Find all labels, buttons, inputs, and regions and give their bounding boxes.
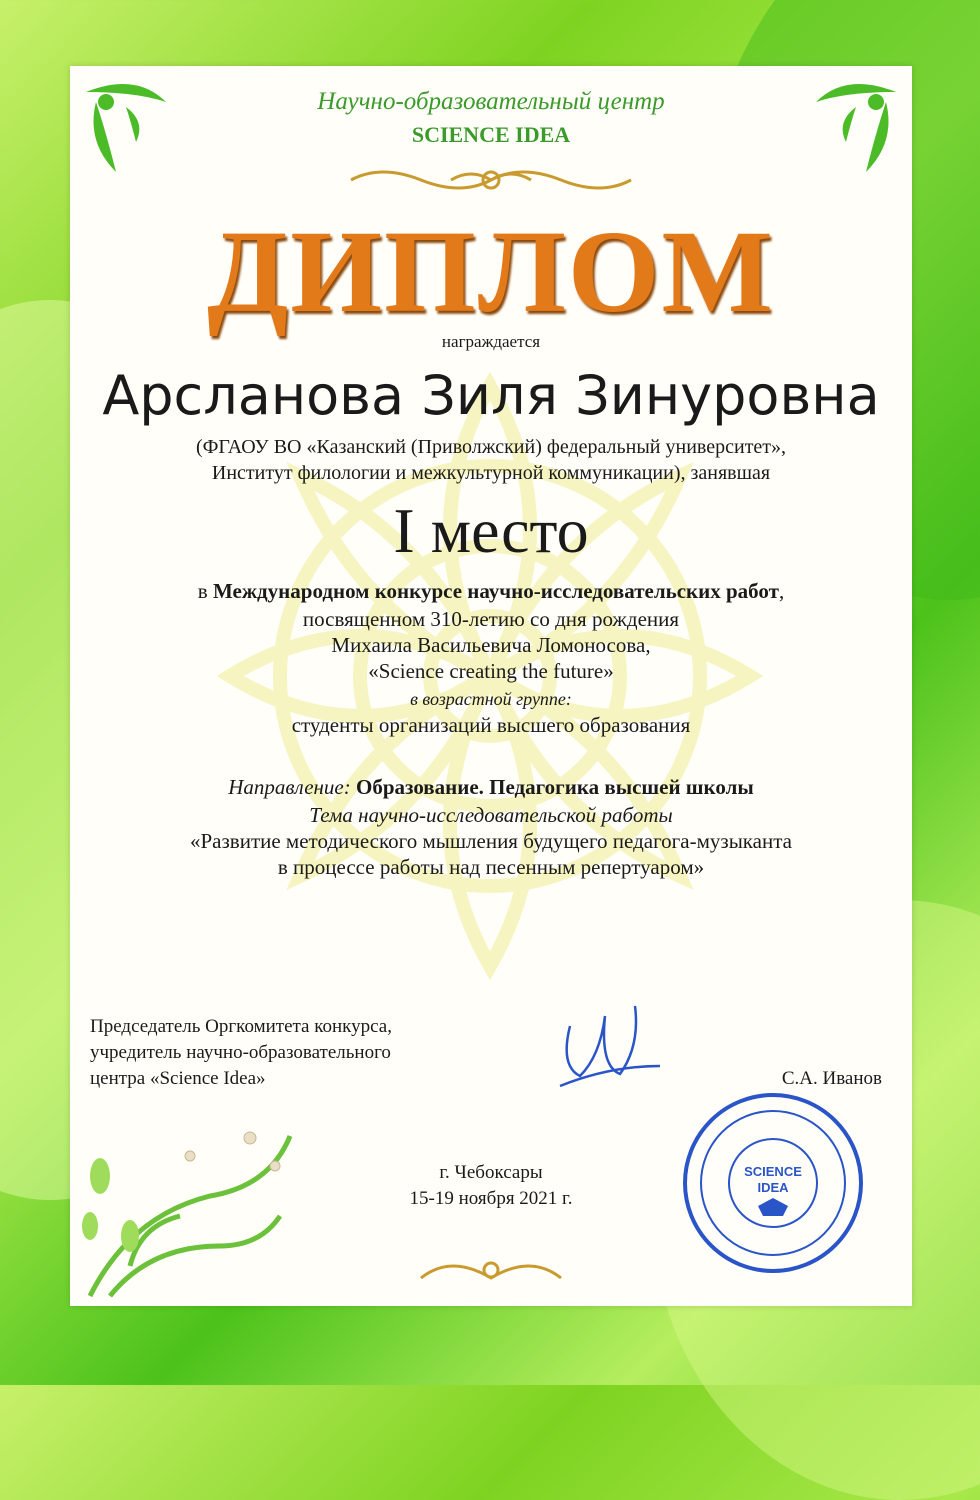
- recipient-organization: (ФГАОУ ВО «Казанский (Приволжский) федеральный университет», Институт филологии и межкультурной коммуникации), занявшая: [195, 436, 787, 484]
- contest-line-2: посвященном 310-летию со дня рождения: [302, 607, 680, 631]
- place-title: I место: [393, 495, 589, 566]
- recipient-name: Арсланова Зиля Зинуровна: [102, 364, 880, 427]
- awarded-label: награждается: [441, 332, 541, 351]
- diploma-title: ДИПЛОМ: [207, 206, 775, 337]
- signatory-name: С.А. Иванов: [781, 1068, 882, 1089]
- diploma-sheet: [70, 66, 912, 1306]
- gold-divider-bottom: [411, 1248, 571, 1292]
- contest-line-4: «Science creating the future»: [368, 659, 614, 683]
- signature: [550, 996, 670, 1096]
- topic-line-1: «Развитие методического мышления будущего педагога-музыканта: [190, 829, 792, 853]
- direction-line: Направление: Образование. Педагогика высшей школы: [228, 775, 754, 799]
- stamp: [678, 1088, 868, 1278]
- stamp-text-line-1: SCIENCE: [744, 1164, 802, 1179]
- age-group-label: в возрастной группе:: [410, 689, 572, 709]
- gold-divider-top: [341, 162, 641, 198]
- stamp-text-line-2: IDEA: [757, 1180, 789, 1195]
- contest-line-3: Михаила Васильевича Ломоносова,: [331, 633, 651, 657]
- city-and-dates: г. Чебоксары 15-19 ноября 2021 г.: [409, 1162, 573, 1209]
- center-name: Научно-образовательный центр: [317, 88, 665, 115]
- age-group-value: студенты организаций высшего образования: [291, 713, 691, 737]
- floral-corner-bottom-left: [70, 1116, 310, 1306]
- topic-label: Тема научно-исследовательской работы: [309, 803, 673, 827]
- topic-line-2: в процессе работы над песенным репертуаром»: [277, 855, 705, 879]
- signatory-title: Председатель Оргкомитета конкурса, учредитель научно-образовательного центра «Science Idea»: [90, 1016, 392, 1089]
- contest-line-1: в Международном конкурсе научно-исследовательских работ,: [197, 579, 785, 603]
- brand-name: SCIENCE IDEA: [411, 122, 571, 147]
